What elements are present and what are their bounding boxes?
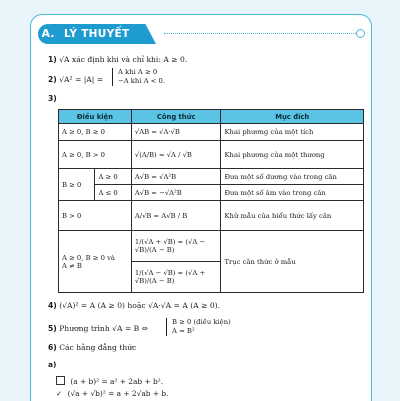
cell-formula: √(A/B) = √A / √B [131,141,221,169]
cell-formula: 1/(√A − √B) = (√A + √B)/(A − B) [131,262,221,293]
cell-condition: B > 0 [59,201,132,231]
item-4 [48,301,220,310]
cell-purpose: Trục căn thức ở mẫu [221,231,364,293]
section-badge: A. [38,24,58,44]
cell-condition: B ≥ 0 [59,169,95,201]
item-2-cases [112,68,165,86]
table-row [59,231,364,262]
cell-formula: √AB = √A·√B [131,124,221,141]
item-2-case-1: A khi A ≥ 0 [118,68,158,76]
cell-condition-line-2: A ≠ B [62,261,82,270]
header-dotted-rule [164,33,356,34]
cell-subcondition: A ≤ 0 [95,185,131,201]
cell-formula: A/√B = A√B / B [131,201,221,231]
cell-formula: A√B = −√A²B [131,185,221,201]
checkmark-icon: ✓ [56,389,63,398]
cell-formula: 1/(√A + √B) = (√A − √B)/(A − B) [131,231,221,262]
sub-item-a-label [48,360,56,369]
item-5-case-1: B ≥ 0 (điều kiện) [172,318,231,326]
cell-formula: A√B = √A²B [131,169,221,185]
cell-condition [59,231,132,293]
cell-purpose: Đưa một số âm vào trong căn [221,185,364,201]
item-1-number: 1) [48,55,57,64]
header-end-dot [356,29,365,38]
cell-purpose: Khai phương của một thương [221,141,364,169]
identity-text-1: (a + b)² = a² + 2ab + b². [70,377,164,386]
header-condition: Điều kiện [59,110,132,124]
item-4-number: 4) [48,301,57,310]
cell-purpose: Khai phương của một tích [221,124,364,141]
table-row [59,124,364,141]
item-6 [48,343,136,352]
cell-condition: A ≥ 0, B ≥ 0 [59,124,132,141]
item-5-number: 5) [48,324,57,333]
identity-line-2 [56,389,168,398]
item-2-lead: √A² = |A| = [59,75,104,84]
header-formula: Công thức [131,110,221,124]
item-1 [48,55,187,64]
cell-subcondition: A ≥ 0 [95,169,131,185]
formula-table [58,109,364,293]
table-header-row [59,110,364,124]
table-row [59,185,364,201]
checkbox-icon [56,376,65,385]
item-5-case-2: A = B² [172,327,195,335]
item-2-case-2: −A khi A < 0. [118,77,166,85]
table-row [59,141,364,169]
item-3 [48,94,57,103]
item-3-number: 3) [48,94,57,103]
section-title: LÝ THUYẾT [64,28,130,40]
sub-item-a: a) [48,360,57,369]
item-1-text: √A xác định khi và chỉ khi: A ≥ 0. [59,55,188,64]
item-6-number: 6) [48,343,57,352]
item-6-text: Các hằng đẳng thức [59,343,137,352]
section-header [30,22,370,48]
cell-purpose: Khử mẫu của biểu thức lấy căn [221,201,364,231]
identity-line-1 [56,376,163,386]
table-row [59,201,364,231]
item-5 [48,324,148,333]
item-2 [48,75,103,84]
item-5-lead: Phương trình √A = B ⇔ [59,324,148,333]
item-2-number: 2) [48,75,57,84]
cell-condition: A ≥ 0, B > 0 [59,141,132,169]
table-row [59,169,364,185]
item-5-cases [166,318,231,336]
item-4-text: (√A)² = A (A ≥ 0) hoặc √A·√A = A (A ≥ 0). [59,301,221,310]
cell-purpose: Đưa một số dương vào trong căn [221,169,364,185]
header-purpose: Mục đích [221,110,364,124]
cell-condition-line-1: A ≥ 0, B ≥ 0 và [62,253,115,262]
identity-text-2: (√a + √b)² = a + 2√ab + b. [67,389,169,398]
